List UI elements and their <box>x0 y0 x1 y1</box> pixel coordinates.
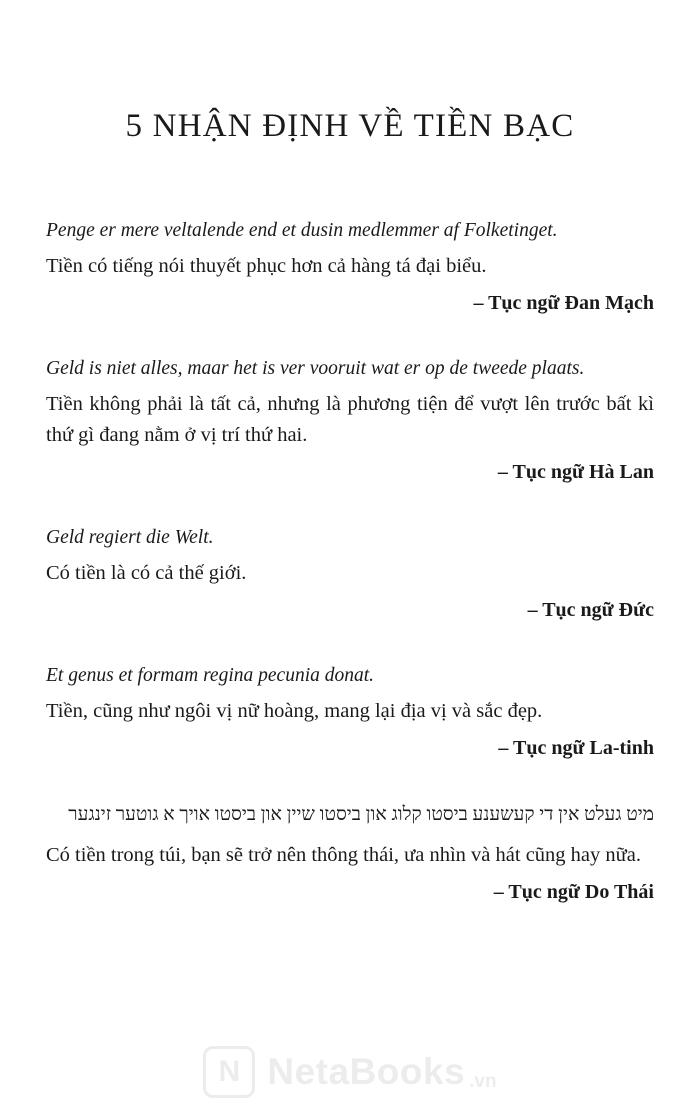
quote-source-attribution: – Tục ngữ Đan Mạch <box>473 292 654 315</box>
quote-original-text: Penge er mere veltalende end et dusin medlemmer af Folketinget. <box>46 220 558 241</box>
quote-block-2 <box>46 355 654 484</box>
watermark-name: NetaBooks <box>267 1051 466 1092</box>
quote-source-attribution: – Tục ngữ La-tinh <box>498 736 654 759</box>
quote-original-text: Geld is niet alles, maar het is ver vooruit wat er op de tweede plaats. <box>46 358 585 380</box>
quote-source-attribution: – Tục ngữ Hà Lan <box>497 460 654 483</box>
quote-original-text: Et genus et formam regina pecunia donat. <box>46 664 375 686</box>
quote-block-3 <box>46 524 654 622</box>
quote-translation-text: Tiền, cũng như ngôi vị nữ hoàng, mang lại địa vị và sắc đẹp. <box>46 700 543 723</box>
watermark-suffix: .vn <box>469 1071 497 1092</box>
quote-original-text: Geld regiert die Welt. <box>46 526 214 548</box>
watermark-mark: N <box>218 1055 241 1088</box>
netabooks-logo-icon <box>203 1046 255 1098</box>
quote-block-5 <box>46 800 654 904</box>
page-title: 5 NHẬN ĐỊNH VỀ TIỀN BẠC <box>125 108 575 144</box>
quote-source-attribution: – Tục ngữ Do Thái <box>493 880 654 903</box>
quote-translation-text: Tiền không phải là tất cả, nhưng là phương tiện để vượt lên trước bất kì thứ gì đang nằm ở vị trí thứ hai. <box>46 393 654 447</box>
quote-translation-text: Có tiền là có cả thế giới. <box>46 562 247 585</box>
watermark <box>0 1046 700 1098</box>
quote-block-1 <box>46 217 654 315</box>
quote-original-text: מיט געלט אין די קעשענע ביסטו קלוג און ביסטו שיין און ביסטו אויך א גוטער זינגער <box>68 803 654 825</box>
quote-translation-text: Có tiền trong túi, bạn sẽ trở nên thông thái, ưa nhìn và hát cũng hay nữa. <box>46 844 641 867</box>
quotes-list <box>46 217 654 904</box>
quote-source-attribution: – Tục ngữ Đức <box>527 598 654 621</box>
quote-block-4 <box>46 662 654 760</box>
quote-translation-text: Tiền có tiếng nói thuyết phục hơn cả hàng tá đại biểu. <box>46 255 487 278</box>
